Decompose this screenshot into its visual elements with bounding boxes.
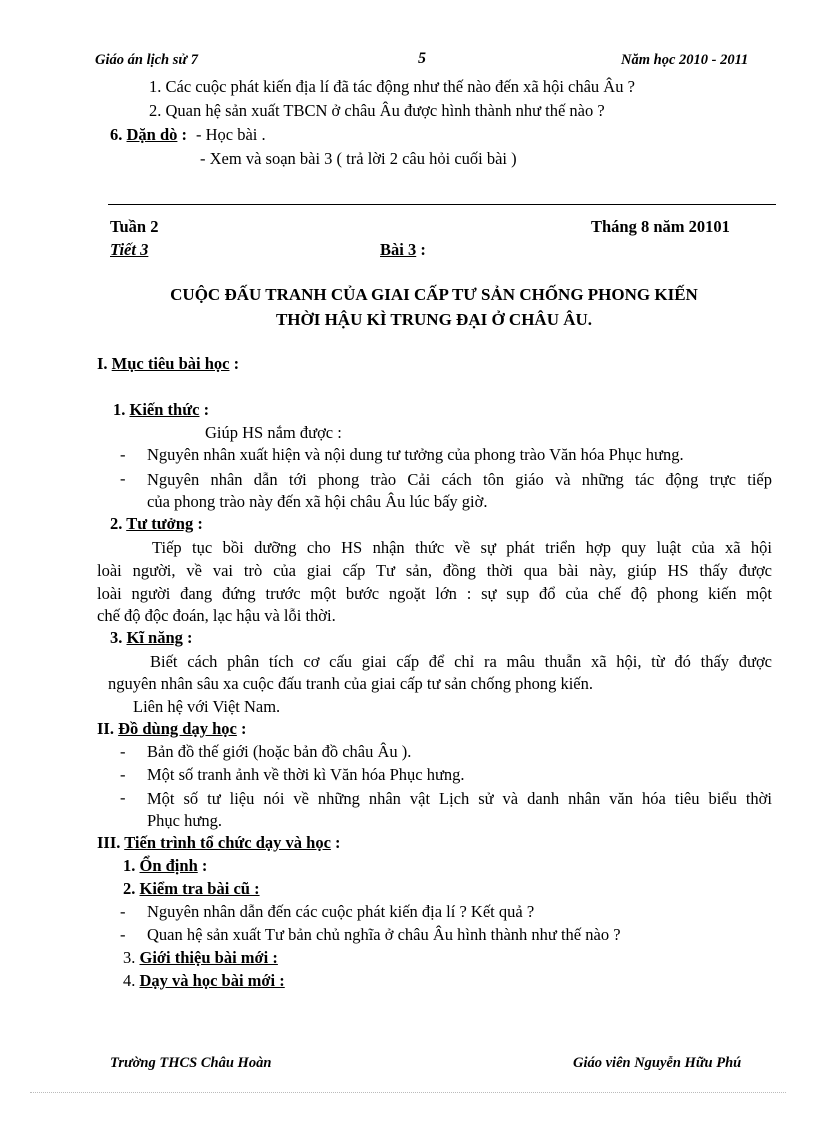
homework-colon: : [181,125,188,144]
materials-item-3-line-2: Phục hưng. [147,811,222,830]
thought-colon: : [197,514,203,533]
section-2-number: II. [97,719,114,738]
page-number: 5 [418,50,426,67]
bullet: - [120,765,126,784]
skills-heading [110,628,193,648]
homework-label: Dặn dò [126,125,178,144]
review-item-1: Nguyên nhân dẫn đến các cuộc phát kiến địa lí ? Kết quả ? [147,902,535,921]
homework-item-1: - Học bài . [196,125,266,144]
step-2-label: Kiểm tra bài cũ : [139,879,260,898]
review-item-2: Quan hệ sản xuất Tư bản chủ nghĩa ở châu Âu hình thành như thế nào ? [147,925,621,944]
step-3-heading [123,948,278,968]
skills-line-2: nguyên nhân sâu xa cuộc đấu tranh của giai cấp tư sản chống phong kiến. [108,674,594,693]
skills-line-3: Liên hệ với Việt Nam. [133,697,281,716]
knowledge-heading [113,400,209,420]
thought-label: Tư tưởng [126,514,194,533]
lesson-name: Bài 3 [380,240,417,259]
thought-line-1: Tiếp tục bồi dưỡng cho HS nhận thức về sự phát triển hợp quy luật của xã hội [152,538,772,557]
section-3-colon: : [335,833,341,852]
knowledge-colon: : [203,400,210,419]
section-1-colon: : [233,354,240,373]
section-2-heading [97,719,246,739]
section-3-number: III. [97,833,121,852]
section-1-label: Mục tiêu bài học [111,354,230,373]
homework-item-2: - Xem và soạn bài 3 ( trả lời 2 câu hỏi cuối bài ) [200,149,517,168]
header-school-year: Năm học 2010 - 2011 [621,52,749,68]
homework-number: 6. [110,125,123,144]
step-1-heading [123,856,207,876]
date-label: Tháng 8 năm 20101 [591,217,730,236]
footer-school: Trường THCS Châu Hoàn [110,1055,272,1071]
lesson-title-line-1: CUỘC ĐẤU TRANH CỦA GIAI CẤP TƯ SẢN CHỐNG PHONG KIẾN [170,285,698,304]
knowledge-item-2-line-2: của phong trào này đến xã hội châu Âu lúc bấy giờ. [147,492,488,511]
footer-teacher: Giáo viên Nguyễn Hữu Phú [573,1055,742,1071]
lesson-label [380,240,426,260]
thought-heading [110,514,203,534]
skills-label: Kĩ năng [126,628,183,647]
thought-number: 2. [110,514,123,533]
divider-line [108,204,776,205]
section-2-colon: : [240,719,247,738]
section-1-heading [97,354,239,374]
materials-item-1: Bản đồ thế giới (hoặc bản đồ châu Âu ). [147,742,412,761]
step-3-label: Giới thiệu bài mới : [139,948,278,967]
lesson-colon: : [420,240,426,259]
step-3-number: 3. [123,948,136,967]
section-3-heading [97,833,341,853]
step-1-colon: : [201,856,208,875]
step-2-number: 2. [123,879,136,898]
thought-line-2: loài người, về vai trò của giai cấp Tư sản, đồng thời qua bài này, giúp HS thấy được [97,561,772,580]
step-1-label: Ổn định [139,856,198,875]
thought-line-4: chế độ độc đoán, lạc hậu và lỗi thời. [97,606,336,625]
section-1-number: I. [97,354,108,373]
knowledge-number: 1. [113,400,126,419]
knowledge-intro: Giúp HS nắm được : [205,423,342,442]
bullet: - [120,742,126,761]
skills-number: 3. [110,628,123,647]
section-2-label: Đồ dùng dạy học [118,719,237,738]
step-4-number: 4. [123,971,136,990]
step-1-number: 1. [123,856,136,875]
knowledge-label: Kiến thức [129,400,200,419]
bullet: - [120,469,126,488]
knowledge-item-1: Nguyên nhân xuất hiện và nội dung tư tưởng của phong trào Văn hóa Phục hưng. [147,445,684,464]
step-2-heading [123,879,260,899]
review-question-2: 2. Quan hệ sản xuất TBCN ở châu Âu được hình thành như thế nào ? [149,101,605,120]
skills-colon: : [187,628,193,647]
review-question-1: 1. Các cuộc phát kiến địa lí đã tác động như thế nào đến xã hội châu Âu ? [149,77,635,96]
lesson-title-line-2: THỜI HẬU KÌ TRUNG ĐẠI Ở CHÂU ÂU. [275,310,593,329]
materials-item-3-line-1: Một số tư liệu nói về những nhân vật Lịch sử và danh nhân văn hóa tiêu biểu thời [147,789,772,808]
skills-line-1: Biết cách phân tích cơ cấu giai cấp để chỉ ra mâu thuẫn xã hội, từ đó thấy được [150,652,772,671]
homework-heading [110,125,187,145]
step-4-heading [123,971,285,991]
bullet: - [120,902,126,921]
week-label: Tuần 2 [110,217,159,236]
bullet: - [120,925,126,944]
thought-line-3: loài người đang đứng trước một bước ngoặt lớn : sự sụp đổ của chế độ phong kiến một [97,584,772,603]
section-3-label: Tiến trình tổ chức dạy và học [124,833,331,852]
period-label: Tiết 3 [110,240,149,259]
materials-item-2: Một số tranh ảnh về thời kì Văn hóa Phục hưng. [147,765,465,784]
page-bottom-edge [30,1092,786,1093]
knowledge-item-2-line-1: Nguyên nhân dẫn tới phong trào Cải cách tôn giáo và những tác động trực tiếp [147,470,772,489]
step-4-label: Dạy và học bài mới : [139,971,285,990]
bullet: - [120,788,126,807]
bullet: - [120,445,126,464]
header-subject: Giáo án lịch sử 7 [95,52,198,68]
